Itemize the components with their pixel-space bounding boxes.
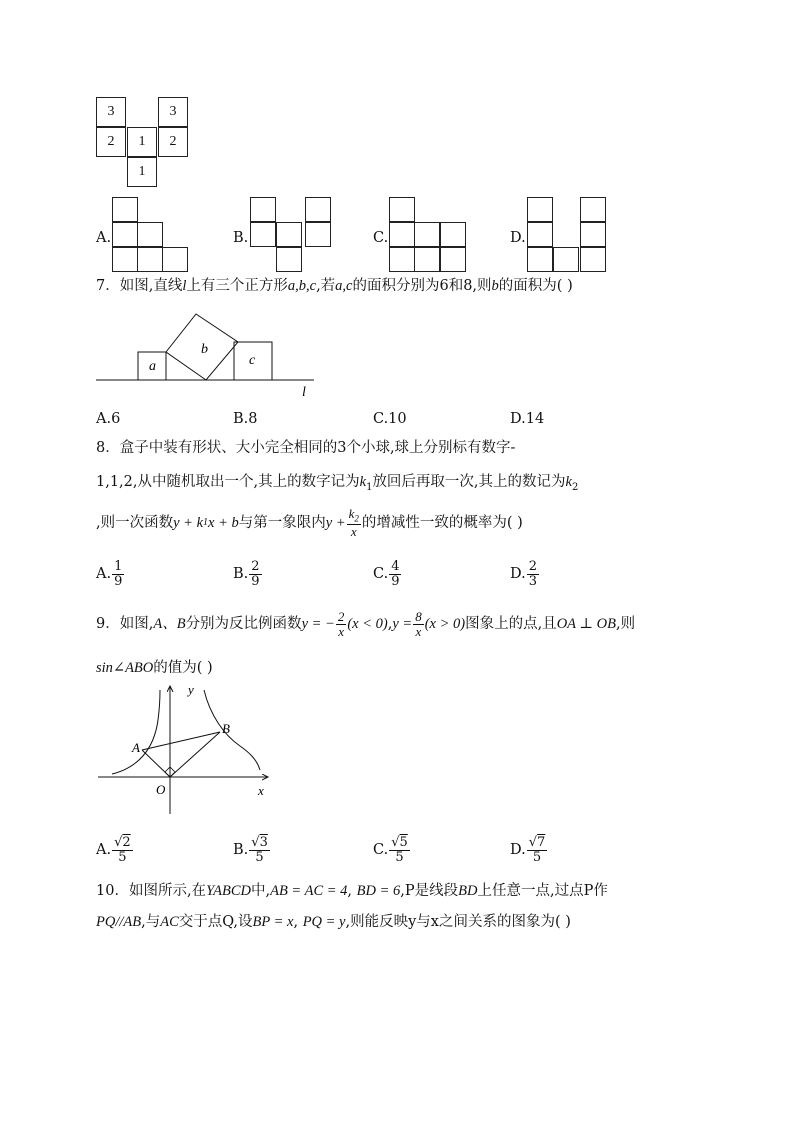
q9-label-y: y: [188, 682, 194, 697]
q8-fraction-k2-over-x: $\frac{k_2}{x}$: [348, 506, 359, 540]
q9-label-B: B: [222, 721, 230, 736]
q6-option-b-label[interactable]: B.: [233, 230, 249, 246]
q8-line-1: 8．盒子中装有形状、大小完全相同的3个小球,球上分别标有数字-: [96, 440, 516, 456]
net-cell-top-left: 3: [96, 97, 126, 127]
q7-option-b[interactable]: B.8: [233, 411, 258, 427]
q7-figure: [90, 308, 330, 400]
q6-option-d-label[interactable]: D.: [510, 230, 526, 246]
q6-option-a-label[interactable]: A.: [96, 230, 112, 246]
q7-label-a: a: [149, 359, 156, 374]
net-cell-top-right: 3: [158, 97, 188, 127]
net-cell-mid-right: 2: [158, 127, 188, 157]
q7-option-d[interactable]: D.14: [510, 411, 545, 427]
q9-option-b[interactable]: B. $\frac{√3}{5}$: [233, 834, 268, 865]
q7-stem: 7．如图,直线l上有三个正方形a,b,c,若a,c的面积分别为6和8,则b的面积为( ): [96, 278, 573, 294]
q9-line-2: sin∠ABO的值为( ): [96, 660, 213, 676]
q9-label-x: x: [258, 783, 264, 798]
q8-line-3: ,则一次函数 y + k 1 x + b 与第一象限内 y + $\frac{k_2}{x}$ 的增减性一致的概率为( ): [96, 506, 523, 540]
net-cell-mid-center: 1: [127, 127, 157, 157]
q10-line-2: PQ//AB,与AC交于点Q,设BP = x, PQ = y,则能反映y与x之间关系的图象为( ): [96, 914, 571, 930]
q6-option-c-label[interactable]: C.: [373, 230, 389, 246]
q9-option-d[interactable]: D. $\frac{√7}{5}$: [510, 834, 546, 865]
q9-figure: [92, 680, 282, 820]
q7-label-b: b: [201, 342, 208, 357]
q7-option-a[interactable]: A.6: [96, 411, 121, 427]
q8-line-2: 1,1,2,从中随机取出一个,其上的数字记为$k_1$放回后再取一次,其上的数记为$k_2$: [96, 474, 579, 493]
q10-line-1: 10．如图所示,在YABCD中,AB = AC = 4, BD = 6,P是线段BD上任意一点,过点P作: [96, 883, 608, 899]
q9-line-1: 9．如图, A、B 分别为反比例函数 y = − $\frac{2}{x}$ (x < 0) , y = $\frac{8}{x}$ (x > 0) 图象上的点,且 OA ⊥ OB ,则: [96, 608, 636, 639]
q7-label-l: l: [302, 385, 306, 400]
q8-option-c[interactable]: C. $\frac{4}{9}$: [373, 558, 400, 589]
q7-label-c: c: [249, 353, 256, 368]
q9-label-O: O: [156, 782, 166, 797]
q9-label-A: A: [132, 740, 140, 755]
net-cell-bottom: 1: [127, 157, 157, 187]
net-cell-mid-left: 2: [96, 127, 126, 157]
q9-option-c[interactable]: C. $\frac{√5}{5}$: [373, 834, 408, 865]
q7-option-c[interactable]: C.10: [373, 411, 407, 427]
q8-option-a[interactable]: A. $\frac{1}{9}$: [96, 558, 123, 589]
q8-option-b[interactable]: B. $\frac{2}{9}$: [233, 558, 260, 589]
q8-option-d[interactable]: D. $\frac{2}{3}$: [510, 558, 537, 589]
q9-option-a[interactable]: A. $\frac{√2}{5}$: [96, 834, 131, 865]
